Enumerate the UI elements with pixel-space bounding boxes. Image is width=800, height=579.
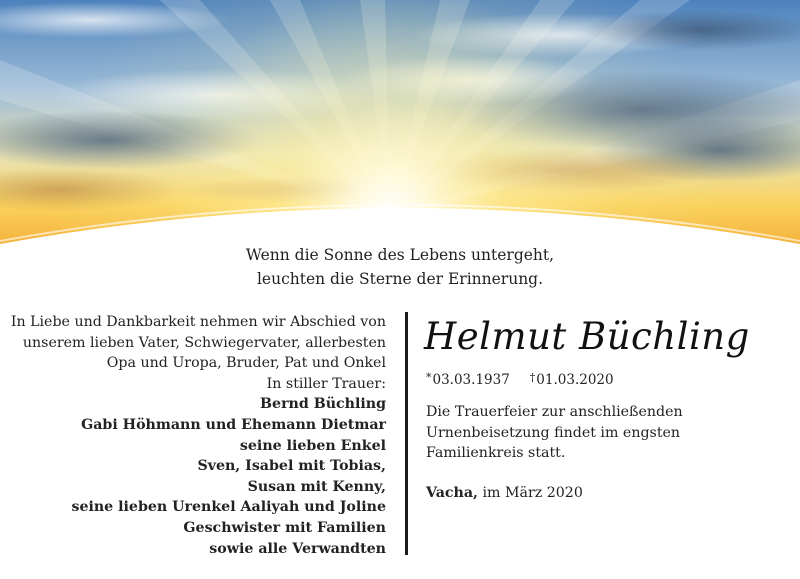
birth-date: 03.03.1937 <box>432 372 510 388</box>
death-date: 01.03.2020 <box>536 372 614 388</box>
life-dates <box>426 369 614 389</box>
quote-line: Wenn die Sonne des Lebens untergeht, <box>245 246 555 264</box>
deceased-name: Helmut Büchling <box>424 315 750 358</box>
mourner-line: seine lieben Enkel <box>239 437 386 454</box>
death-cross-symbol: † <box>529 371 536 384</box>
mourner-line: seine lieben Urenkel Aaliyah und Joline <box>71 499 386 516</box>
vertical-divider <box>405 312 408 555</box>
ceremony-line: Familienkreis statt. <box>426 445 566 462</box>
mourner-line: Bernd Büchling <box>260 396 386 413</box>
ceremony-info <box>426 402 786 464</box>
ceremony-line: Urnenbeisetzung findet im engsten <box>426 424 681 441</box>
mourner-line: Gabi Höhmann und Ehemann Dietmar <box>81 416 386 433</box>
mourner-line: Geschwister mit Familien <box>183 519 386 536</box>
mourner-line: Sven, Isabel mit Tobias, <box>197 458 386 475</box>
mourner-line: Susan mit Kenny, <box>247 478 386 495</box>
birth-symbol: * <box>426 371 432 384</box>
mourning-label: In stiller Trauer: <box>266 375 386 392</box>
quote-line: leuchten die Sterne der Erinnerung. <box>256 270 544 288</box>
mourners-block <box>6 312 386 559</box>
notice-date: im März 2020 <box>482 485 583 501</box>
place-and-date <box>426 483 583 503</box>
intro-line: In Liebe und Dankbarkeit nehmen wir Abschied von <box>10 314 386 330</box>
mourner-line: sowie alle Verwandten <box>209 540 386 557</box>
memorial-quote <box>0 243 800 291</box>
intro-line: unserem lieben Vater, Schwiegervater, allerbesten <box>22 334 386 351</box>
ceremony-line: Die Trauerfeier zur anschließenden <box>426 404 683 420</box>
intro-line: Opa und Uropa, Bruder, Pat und Onkel <box>106 355 386 372</box>
place-name: Vacha, <box>426 485 478 501</box>
